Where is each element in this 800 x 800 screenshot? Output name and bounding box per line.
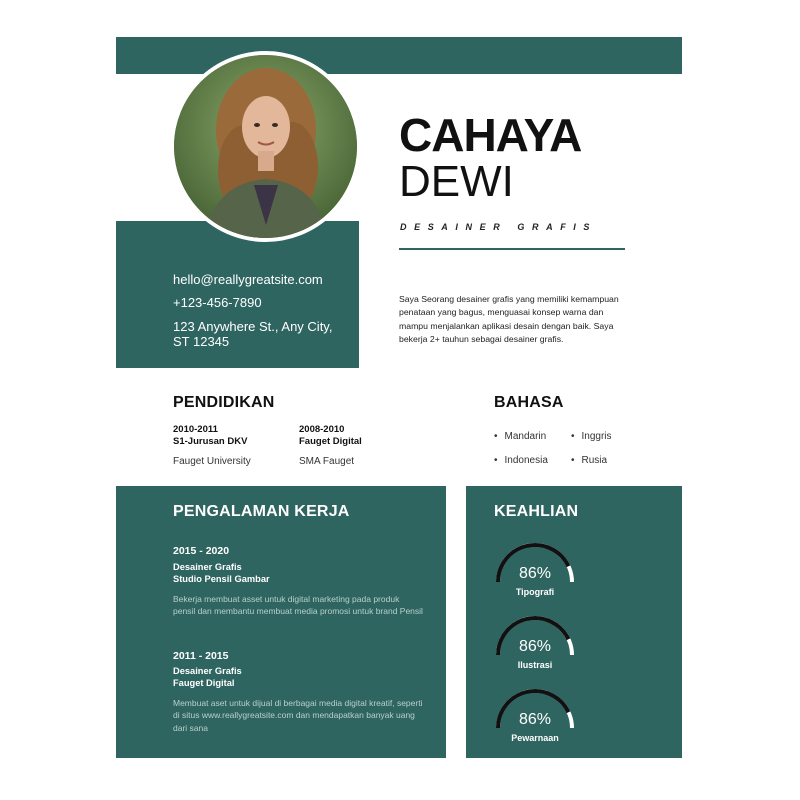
education-program: Fauget Digital <box>299 436 362 447</box>
experience-company: Fauget Digital <box>173 678 235 688</box>
header-band <box>116 37 682 74</box>
languages-heading: BAHASA <box>494 394 564 411</box>
contact-address-line2: ST 12345 <box>173 334 230 349</box>
skill-gauge <box>492 610 578 670</box>
language-item: • Indonesia <box>494 455 548 466</box>
education-years: 2010-2011 <box>173 424 218 435</box>
language-item: • Rusia <box>571 455 607 466</box>
experience-description: Bekerja membuat asset untuk digital marketing pada produk pensil dan membantu membuat media promosi untuk brand Pensil <box>173 594 423 617</box>
skills-heading: KEAHLIAN <box>494 503 579 520</box>
contact-panel <box>116 221 359 368</box>
name-first: CAHAYA <box>399 109 582 161</box>
language-item: • Inggris <box>571 431 612 442</box>
name-last: DEWI <box>399 157 514 206</box>
experience-period: 2015 - 2020 <box>173 545 230 557</box>
skill-name: Tipografi <box>515 587 555 597</box>
education-school: SMA Fauget <box>299 456 355 467</box>
contact-phone: +123-456-7890 <box>173 295 262 310</box>
skill-name: Ilustrasi <box>517 660 553 670</box>
skill-percent: 86% <box>518 711 552 728</box>
experience-heading: PENGALAMAN KERJA <box>173 503 350 520</box>
experience-company: Studio Pensil Gambar <box>173 574 270 584</box>
skill-gauge <box>492 683 578 743</box>
contact-email[interactable]: hello@reallygreatsite.com <box>173 272 323 287</box>
education-program: S1-Jurusan DKV <box>173 436 248 447</box>
experience-panel <box>116 486 446 758</box>
skill-percent: 86% <box>518 565 552 582</box>
skill-percent: 86% <box>518 638 552 655</box>
skill-gauge <box>492 537 578 597</box>
language-item: • Mandarin <box>494 431 546 442</box>
skills-panel <box>466 486 682 758</box>
experience-role: Desainer Grafis <box>173 666 242 676</box>
contact-address-line1: 123 Anywhere St., Any City, <box>173 319 333 334</box>
experience-role: Desainer Grafis <box>173 562 242 572</box>
profile-photo-illustration <box>174 55 357 238</box>
education-school: Fauget University <box>173 456 251 467</box>
profile-photo <box>170 51 361 242</box>
education-years: 2008-2010 <box>299 424 345 435</box>
education-heading: PENDIDIKAN <box>173 394 275 411</box>
experience-period: 2011 - 2015 <box>173 650 229 662</box>
skill-name: Pewarnaan <box>511 733 559 743</box>
title-divider <box>399 248 625 250</box>
about-text: Saya Seorang desainer grafis yang memiliki kemampuan penataan yang bagus, menguasai konsep warna dan mampu menjalankan aplikasi desain dengan baik. Saya bekerja 2+ tauhun sebagai desainer grafis. <box>399 294 619 344</box>
job-title: DESAINER GRAFIS <box>400 222 598 232</box>
experience-description: Membuat aset untuk dijual di berbagai media digital kreatif, seperti di situs www.reallygreatsite.com dan mendapatkan banyak uang dari sana <box>173 698 423 733</box>
